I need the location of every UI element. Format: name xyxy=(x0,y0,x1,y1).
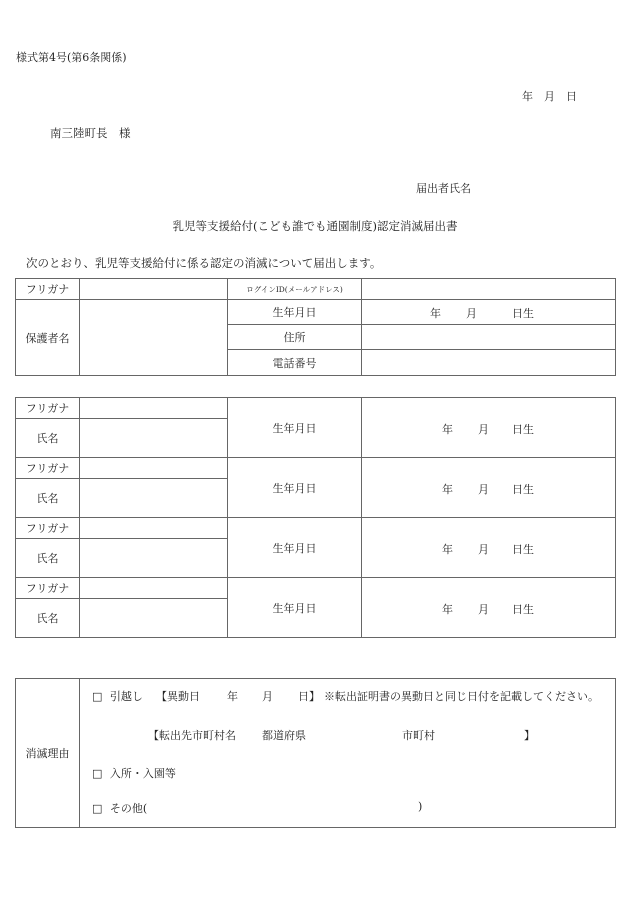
reason-options xyxy=(80,679,616,828)
child-furigana-label: フリガナ xyxy=(16,518,80,539)
address-field[interactable] xyxy=(362,325,616,350)
child-furigana-label: フリガナ xyxy=(16,398,80,419)
option-moving[interactable] xyxy=(92,688,143,704)
form-number: 様式第4号(第6条関係) xyxy=(16,51,127,64)
guardian-table xyxy=(15,278,616,376)
child-name-field[interactable] xyxy=(80,479,228,518)
other-close: ) xyxy=(418,800,423,813)
move-month-label: 月 xyxy=(262,690,273,703)
child-furigana-label: フリガナ xyxy=(16,578,80,599)
child-year-label: 年 xyxy=(442,602,453,616)
child-birthdate-field[interactable] xyxy=(362,398,616,458)
addressee: 南三陸町長 様 xyxy=(50,126,131,140)
guardian-name-field[interactable] xyxy=(80,300,228,376)
phone-field[interactable] xyxy=(362,350,616,376)
address-label: 住所 xyxy=(228,325,362,350)
child-year-label: 年 xyxy=(442,482,453,496)
checkbox-other[interactable]: □ xyxy=(92,802,103,815)
destination-close: 】 xyxy=(524,729,535,742)
child-birthdate-label: 生年月日 xyxy=(228,578,362,638)
login-id-label: ログインID(メールアドレス) xyxy=(228,279,362,300)
child-furigana-field[interactable] xyxy=(80,518,228,539)
move-date-open: 【異動日 xyxy=(156,690,200,703)
destination-prefecture-label: 都道府県 xyxy=(262,729,306,742)
child-name-label: 氏名 xyxy=(16,539,80,578)
child-day-label: 日生 xyxy=(512,602,534,616)
move-day-label: 日】 xyxy=(298,690,320,703)
child-year-label: 年 xyxy=(442,422,453,436)
child-birthdate-label: 生年月日 xyxy=(228,398,362,458)
option-other[interactable] xyxy=(92,800,147,816)
child-furigana-field[interactable] xyxy=(80,398,228,419)
phone-label: 電話番号 xyxy=(228,350,362,376)
guardian-furigana-label: フリガナ xyxy=(16,279,80,300)
guardian-furigana-field[interactable] xyxy=(80,279,228,300)
child-day-label: 日生 xyxy=(512,422,534,436)
child-birthdate-field[interactable] xyxy=(362,458,616,518)
move-year-label: 年 xyxy=(227,690,238,703)
child-birthdate-field[interactable] xyxy=(362,518,616,578)
child-month-label: 月 xyxy=(478,542,489,556)
guardian-birthdate-label: 生年月日 xyxy=(228,300,362,325)
birth-day-label: 日生 xyxy=(512,307,534,320)
child-name-label: 氏名 xyxy=(16,599,80,638)
option-admission[interactable] xyxy=(92,765,176,781)
moving-label: 引越し xyxy=(109,690,143,703)
intro-text: 次のとおり、乳児等支援給付に係る認定の消滅について届出します。 xyxy=(26,256,382,270)
destination-open: 【転出先市町村名 xyxy=(148,729,236,742)
reason-table xyxy=(15,678,616,828)
child-name-label: 氏名 xyxy=(16,419,80,458)
destination-city-label: 市町村 xyxy=(402,729,435,742)
child-furigana-label: フリガナ xyxy=(16,458,80,479)
children-table xyxy=(15,397,616,638)
child-month-label: 月 xyxy=(478,482,489,496)
other-label: その他( xyxy=(109,802,148,815)
child-name-field[interactable] xyxy=(80,539,228,578)
child-birthdate-field[interactable] xyxy=(362,578,616,638)
guardian-name-label: 保護者名 xyxy=(16,300,80,376)
child-year-label: 年 xyxy=(442,542,453,556)
move-date-note: ※転出証明書の異動日と同じ日付を記載してください。 xyxy=(324,690,599,703)
birth-month-label: 月 xyxy=(466,307,477,320)
admission-label: 入所・入園等 xyxy=(109,767,176,780)
child-furigana-field[interactable] xyxy=(80,578,228,599)
date-line: 年 月 日 xyxy=(522,90,577,103)
applicant-name-label: 届出者氏名 xyxy=(416,182,471,195)
child-birthdate-label: 生年月日 xyxy=(228,458,362,518)
child-month-label: 月 xyxy=(478,422,489,436)
child-furigana-field[interactable] xyxy=(80,458,228,479)
birth-year-label: 年 xyxy=(430,307,441,320)
child-name-label: 氏名 xyxy=(16,479,80,518)
login-id-field[interactable] xyxy=(362,279,616,300)
checkbox-admission[interactable]: □ xyxy=(92,767,103,780)
child-birthdate-label: 生年月日 xyxy=(228,518,362,578)
child-name-field[interactable] xyxy=(80,419,228,458)
child-day-label: 日生 xyxy=(512,482,534,496)
reason-label: 消滅理由 xyxy=(16,679,80,828)
document-title: 乳児等支援給付(こども誰でも通園制度)認定消滅届出書 xyxy=(172,219,458,233)
child-month-label: 月 xyxy=(478,602,489,616)
child-day-label: 日生 xyxy=(512,542,534,556)
guardian-birthdate-field[interactable] xyxy=(362,300,616,325)
child-name-field[interactable] xyxy=(80,599,228,638)
checkbox-moving[interactable]: □ xyxy=(92,690,103,703)
